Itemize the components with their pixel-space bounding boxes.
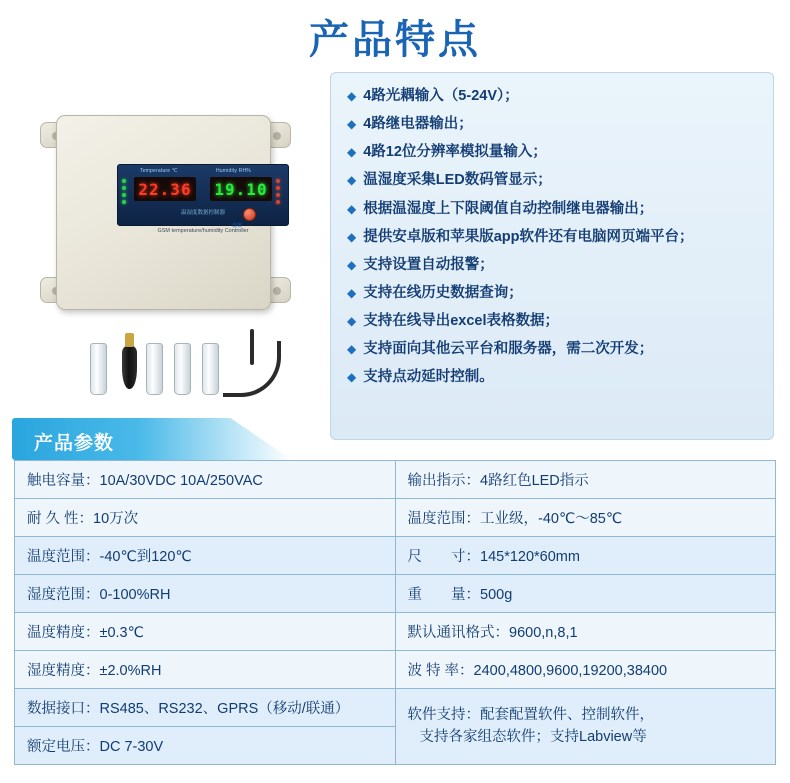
feature-item [347,171,757,190]
page-title: 产品特点 [309,18,481,62]
feature-item [347,87,757,106]
feature-item [347,368,757,387]
param-cell: 温度精度：±0.3℃ [15,613,396,651]
table-row [15,499,776,537]
software-support-line2: 支持各家组态软件；支持Labview等 [419,728,647,745]
diamond-bullet-icon: ◆ [347,370,357,385]
diamond-bullet-icon: ◆ [347,257,357,272]
diamond-bullet-icon: ◆ [347,173,357,188]
humidity-label: Humidity RH% [216,168,251,174]
diamond-bullet-icon: ◆ [347,145,357,160]
params-banner-label: 产品参数 [34,433,115,454]
feature-text: 4路12位分辨率模拟量输入； [363,144,547,161]
status-led-group-right [276,179,283,207]
setting-button-label: 设置 [232,223,243,229]
feature-text: 温湿度采集LED数码管显示； [363,172,552,189]
param-cell: 尺 寸：145*120*60mm [395,537,776,575]
status-led-group-left [122,179,129,207]
param-cell: 输出指示：4路红色LED指示 [395,461,776,499]
table-row [15,689,776,727]
temperature-readout: 22.36 [134,177,196,201]
feature-text: 支持面向其他云平台和服务器，需二次开发； [363,341,654,358]
params-table [14,460,776,765]
param-cell: 温度范围：-40℃到120℃ [15,537,396,575]
feature-item [347,256,757,275]
feature-item [347,228,757,247]
feature-text: 支持点动延时控制。 [363,369,494,386]
feature-text: 4路光耦输入（5-24V）； [363,88,519,104]
sensor-probe-2 [146,343,163,395]
diamond-bullet-icon: ◆ [347,342,357,357]
panel-subtitle: 温湿度数据控制器 [180,210,225,216]
feature-text: 4路继电器输出； [363,116,473,133]
diamond-bullet-icon: ◆ [347,314,357,328]
diamond-bullet-icon: ◆ [347,117,357,132]
table-row [15,461,776,499]
feature-text: 支持设置自动报警； [363,256,494,273]
setting-button[interactable] [232,208,256,229]
param-cell: 湿度精度：±2.0%RH [15,651,396,689]
software-support-line1: 软件支持：配套配置软件、控制软件， [407,707,654,724]
panel-footer-text: GSM temperature/humidity Controller [157,228,249,234]
device-enclosure [56,115,271,310]
param-cell: 波 特 率：2400,4800,9600,19200,38400 [395,651,776,689]
param-cell: 数据接口：RS485、RS232、GPRS（移动/联通） [15,689,396,727]
product-image [18,95,318,395]
feature-text: 支持在线导出excel表格数据； [363,313,560,329]
feature-list [330,72,774,440]
humidity-readout: 19.10 [210,177,272,201]
table-row [15,575,776,613]
display-panel [117,164,289,226]
diamond-bullet-icon: ◆ [347,89,357,103]
feature-text: 支持在线历史数据查询； [363,284,523,301]
param-cell: 湿度范围：0-100%RH [15,575,396,613]
param-cell: 默认通讯格式：9600,n,8,1 [395,613,776,651]
feature-text: 提供安卓版和苹果版app软件还有电脑网页端平台； [363,228,694,245]
feature-item [347,312,757,331]
table-row [15,613,776,651]
diamond-bullet-icon: ◆ [347,229,357,244]
feature-item [347,284,757,303]
params-banner [12,418,292,460]
param-cell: 耐 久 性：10万次 [15,499,396,537]
sensor-probe-1 [90,343,107,395]
sensor-probe-4 [202,343,219,395]
feature-item [347,200,757,219]
params-table-wrapper [14,460,776,765]
param-cell: 额定电压：DC 7-30V [15,727,396,765]
feature-item [347,115,757,134]
antenna [122,345,137,389]
sensor-probe-3 [174,343,191,395]
diamond-bullet-icon: ◆ [347,201,357,216]
table-row [15,537,776,575]
feature-text: 根据温湿度上下限阈值自动控制继电器输出； [363,200,654,217]
feature-item [347,340,757,359]
temperature-label: Temperature ℃ [140,168,178,174]
param-cell: 触电容量：10A/30VDC 10A/250VAC [15,461,396,499]
param-cell: 温度范围：工业级，-40℃～85℃ [395,499,776,537]
diamond-bullet-icon: ◆ [347,285,357,300]
table-row [15,651,776,689]
feature-item [347,143,757,162]
param-cell-software-support [395,689,776,765]
param-cell: 重 量：500g [395,575,776,613]
power-cable-tail [250,329,254,365]
